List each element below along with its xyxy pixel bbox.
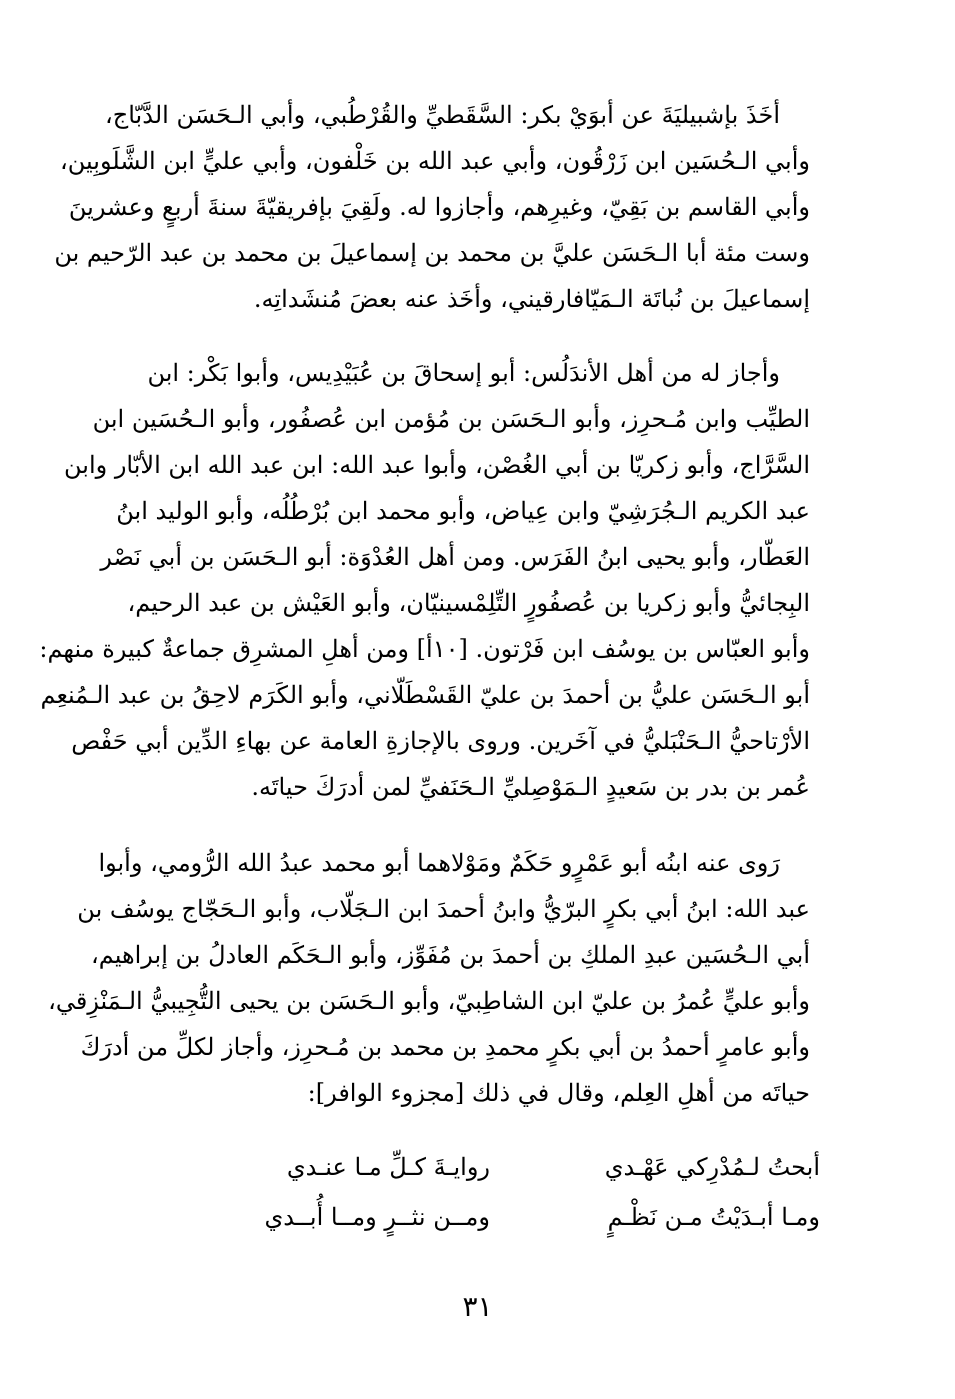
text-line: البِجائيُّ وأبو زكريا بن عُصفُورٍ التِّلِمْسينيّان، وأبو العَيْش بن عبد الرحيم، [127, 589, 810, 617]
text-line: وأبو عليٍّ عُمرُ بن عليّ ابن الشاطِبيّ، وأبو الـحَسَن بن يحيى التُّجِيبيُّ الـمَنْزِقي، [48, 987, 810, 1015]
verse-row [200, 1192, 820, 1242]
paragraph-3 [48, 840, 810, 1116]
text-line: عُمر بن بدر بن سَعيدٍ الـمَوْصِليِّ الـحَنَفيِّ لمن أدرَكَ حياتَه. [251, 773, 810, 801]
text-line: الطيِّب وابن مُـحرِز، وأبو الـحَسَن بن مُؤمن ابن عُصفُور، وأبو الـحُسَين ابن [92, 405, 810, 433]
text-line: أخَذَ بإشبيليَةَ عن أبوَيْ بكر: السَّقَطيِّ والقُرْطُبي، وأبي الـحَسَن الدَّبّاج، [105, 101, 780, 129]
page-number: ٣١ [462, 1290, 493, 1323]
text-line: وأبي القاسم بن بَقِيّ، وغيرِهم، وأجازوا له. ولَقِيَ بإفريقيّةَ سنةَ أربعٍ وعشرينَ [68, 193, 810, 221]
text-line: حياتَه من أهلِ العِلم، وقال في ذلك [مجزوء الوافر]: [307, 1079, 810, 1107]
paragraph-1 [54, 92, 810, 322]
text-line: الأرْتاحيُّ الـحَنْبَليُّ في آخَرين. وروى بالإجازةِ العامة عن بهاءِ الدِّين أبي حَفْص [71, 727, 810, 755]
verse-first-hemistich: ومـا أبـدَيْتُ مـن نَظْـمٍ [607, 1203, 820, 1231]
text-line: عبد الله: ابنُ أبي بكرٍ البرّيُّ وابنُ أحمدَ ابن الـجَلّاب، وأبو الـحَجّاج يوسُف بن [77, 895, 810, 923]
paragraph-2 [39, 350, 810, 810]
verse-second-hemistich: روايـةَ كـلِّ مـا عنـدي [286, 1153, 490, 1181]
text-line: العَطّار، وأبو يحيى ابنُ الفَرَس. ومن أهل العُدْوَة: أبو الـحَسَن بن أبي نَصْر [100, 543, 810, 571]
text-line: أبي الـحُسَين عبدِ الملكِ بن أحمدَ بن مُفَوِّز، وأبو الـحَكَم العادلُ بن إبراهيم، [90, 941, 810, 969]
text-line: وأبي الـحُسَين ابن زَرْقُون، وأبي عبد الله بن خَلْفون، وأبي عليٍّ ابن الشَّلَوبِين، [60, 147, 810, 175]
text-line: وأبو العبّاس بن يوسُف ابن فَرْتون. [١٠أ] ومن أهلِ المشرِق جماعةٌ كبيرة منهم: [39, 635, 810, 663]
text-line: وست مئة أبا الـحَسَن عليَّ بن محمد بن إسماعيلَ بن محمد بن عبد الرّحيم بن [54, 239, 810, 267]
verse-first-hemistich: أبحتُ لـمُدْرِكي عَهْـدي [604, 1153, 820, 1181]
verse-second-hemistich: ومــن نثــرٍ ومــا أُبــدي [264, 1203, 490, 1231]
text-line: أبو الـحَسَن عليُّ بن أحمدَ بن عليّ القَسْطَلّاني، وأبو الكَرَم لاحِقُ بن عبد الـمُنعِم [40, 681, 810, 709]
poem-verses [200, 1142, 820, 1242]
text-line: وأبو عامرٍ أحمدُ بن أبي بكرٍ محمدِ بن محمد بن مُـحرِز، وأجاز لكلِّ من أدرَكَ [80, 1033, 810, 1061]
text-line: رَوى عنه ابنُه أبو عَمْرٍو حَكَمٌ ومَوْلاهما أبو محمد عبدُ الله الرُّومي، وأبوا [98, 849, 780, 877]
text-line: إسماعيلَ بن نُباتَة الـمَيّافارقيني، وأخَذ عنه بعضَ مُنشَداتِه. [253, 285, 810, 313]
text-line: عبد الكريم الـجُرَشِيّ وابن عِياض، وأبو محمد ابن بُرْطُلُه، وأبو الوليد ابنُ [116, 497, 810, 525]
text-line: وأجاز له من أهل الأندَلُس: أبو إسحاقَ بن عُبَيْدِيس، وأبوا بَكْر: ابن [147, 359, 780, 387]
text-line: السَّرَّاج، وأبو زكريّا بن أبي الغُصْن، وأبوا عبد الله: ابن عبد الله ابن الأبّار وابن [64, 451, 810, 479]
verse-row [200, 1142, 820, 1192]
